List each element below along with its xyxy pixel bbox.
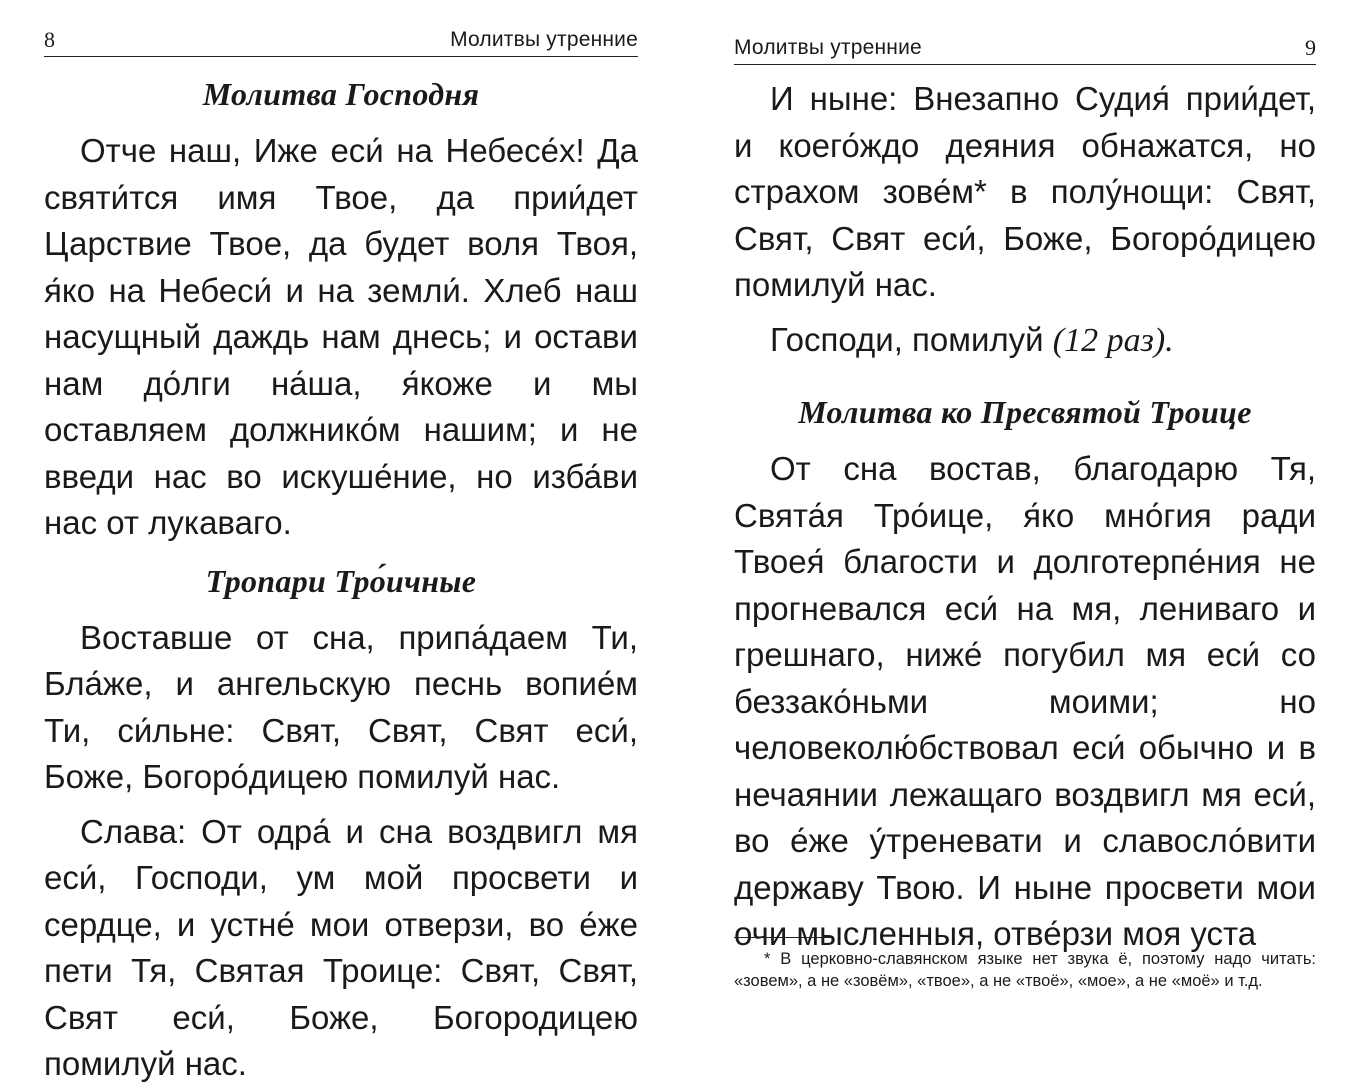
heading-trinity-prayer: Молитва ко Пресвятой Троице	[798, 394, 1252, 430]
right-page	[682, 0, 1365, 1080]
paragraph-troparion-3: И ныне: Внезапно Судия́ прии́дет, и коего́ждо деяния обнажатся, но страхом зове́м* в полу́нощи: Свят, Свят, Свят еси́, Боже, Богоро́дицею помилуй нас.	[734, 80, 1316, 303]
left-page	[0, 0, 682, 1080]
kyrie-text: Господи, помилуй	[770, 320, 1053, 358]
heading-lords-prayer: Молитва Господня	[202, 76, 480, 112]
paragraph-troparion-1: Воставше от сна, припа́даем Ти, Бла́же, и ангельскую песнь вопие́м Ти, си́льне: Свят, Свят, Свят еси́, Боже, Богоро́дицею помилуй нас.	[44, 618, 638, 795]
kyrie-count: (12 раз).	[1052, 321, 1174, 359]
running-head-left	[44, 26, 638, 57]
running-title-right: Молитвы утренние	[734, 36, 922, 59]
paragraph-lords-prayer: Отче наш, Иже еси́ на Небесе́х! Да святи́тся имя Твое, да прии́дет Царствие Твое, да будет воля Твоя, я́ко на Небеси́ и на земли́. Хлеб наш насущный даждь нам днесь; и остави нам до́лги на́ша, я́коже и мы оставляем должнико́м нашим; и не введи нас во искуше́ние, но изба́ви нас от лукаваго.	[44, 132, 638, 541]
page-number-right: 9	[1305, 35, 1316, 60]
paragraph-kyrie	[734, 317, 1316, 365]
footnote-rule	[734, 937, 832, 938]
footnote: * В церковно-славянском языке нет звука ё, поэтому надо читать: «зовем», а не «зовём», «твое», а не «твоё», «мое», а не «моё» и т.д.	[734, 950, 1316, 990]
running-title-left: Молитвы утренние	[450, 28, 638, 51]
running-head-right	[734, 34, 1316, 65]
heading-troparia: Тропари Тро́ичные	[205, 562, 477, 599]
paragraph-trinity-prayer: От сна востав, благодарю Тя, Свята́я Тро́ице, я́ко мно́гия ради Твоея́ благости и долготерпе́ния не прогневался еси́ на мя, лениваго и грешнаго, ниже́ погубил мя еси́ со беззако́ньми моими; но человеколю́бствовал еси́ обычно и в нечаянии лежащаго воздвигл мя еси́, во е́же у́треневати и славосло́вити державу Твою. И ныне просвети мои очи мысленныя, отве́рзи моя уста	[734, 450, 1316, 952]
page-number-left: 8	[44, 27, 55, 52]
paragraph-troparion-2: Слава: От одра́ и сна воздвигл мя еси́, Господи, ум мой просвети и сердце, и устне́ мои отверзи, во е́же пети Тя, Святая Троице: Свят, Свят, Свят еси́, Боже, Богородицею помилуй нас.	[44, 812, 638, 1082]
left-body	[44, 68, 638, 1088]
right-body	[734, 76, 1316, 958]
